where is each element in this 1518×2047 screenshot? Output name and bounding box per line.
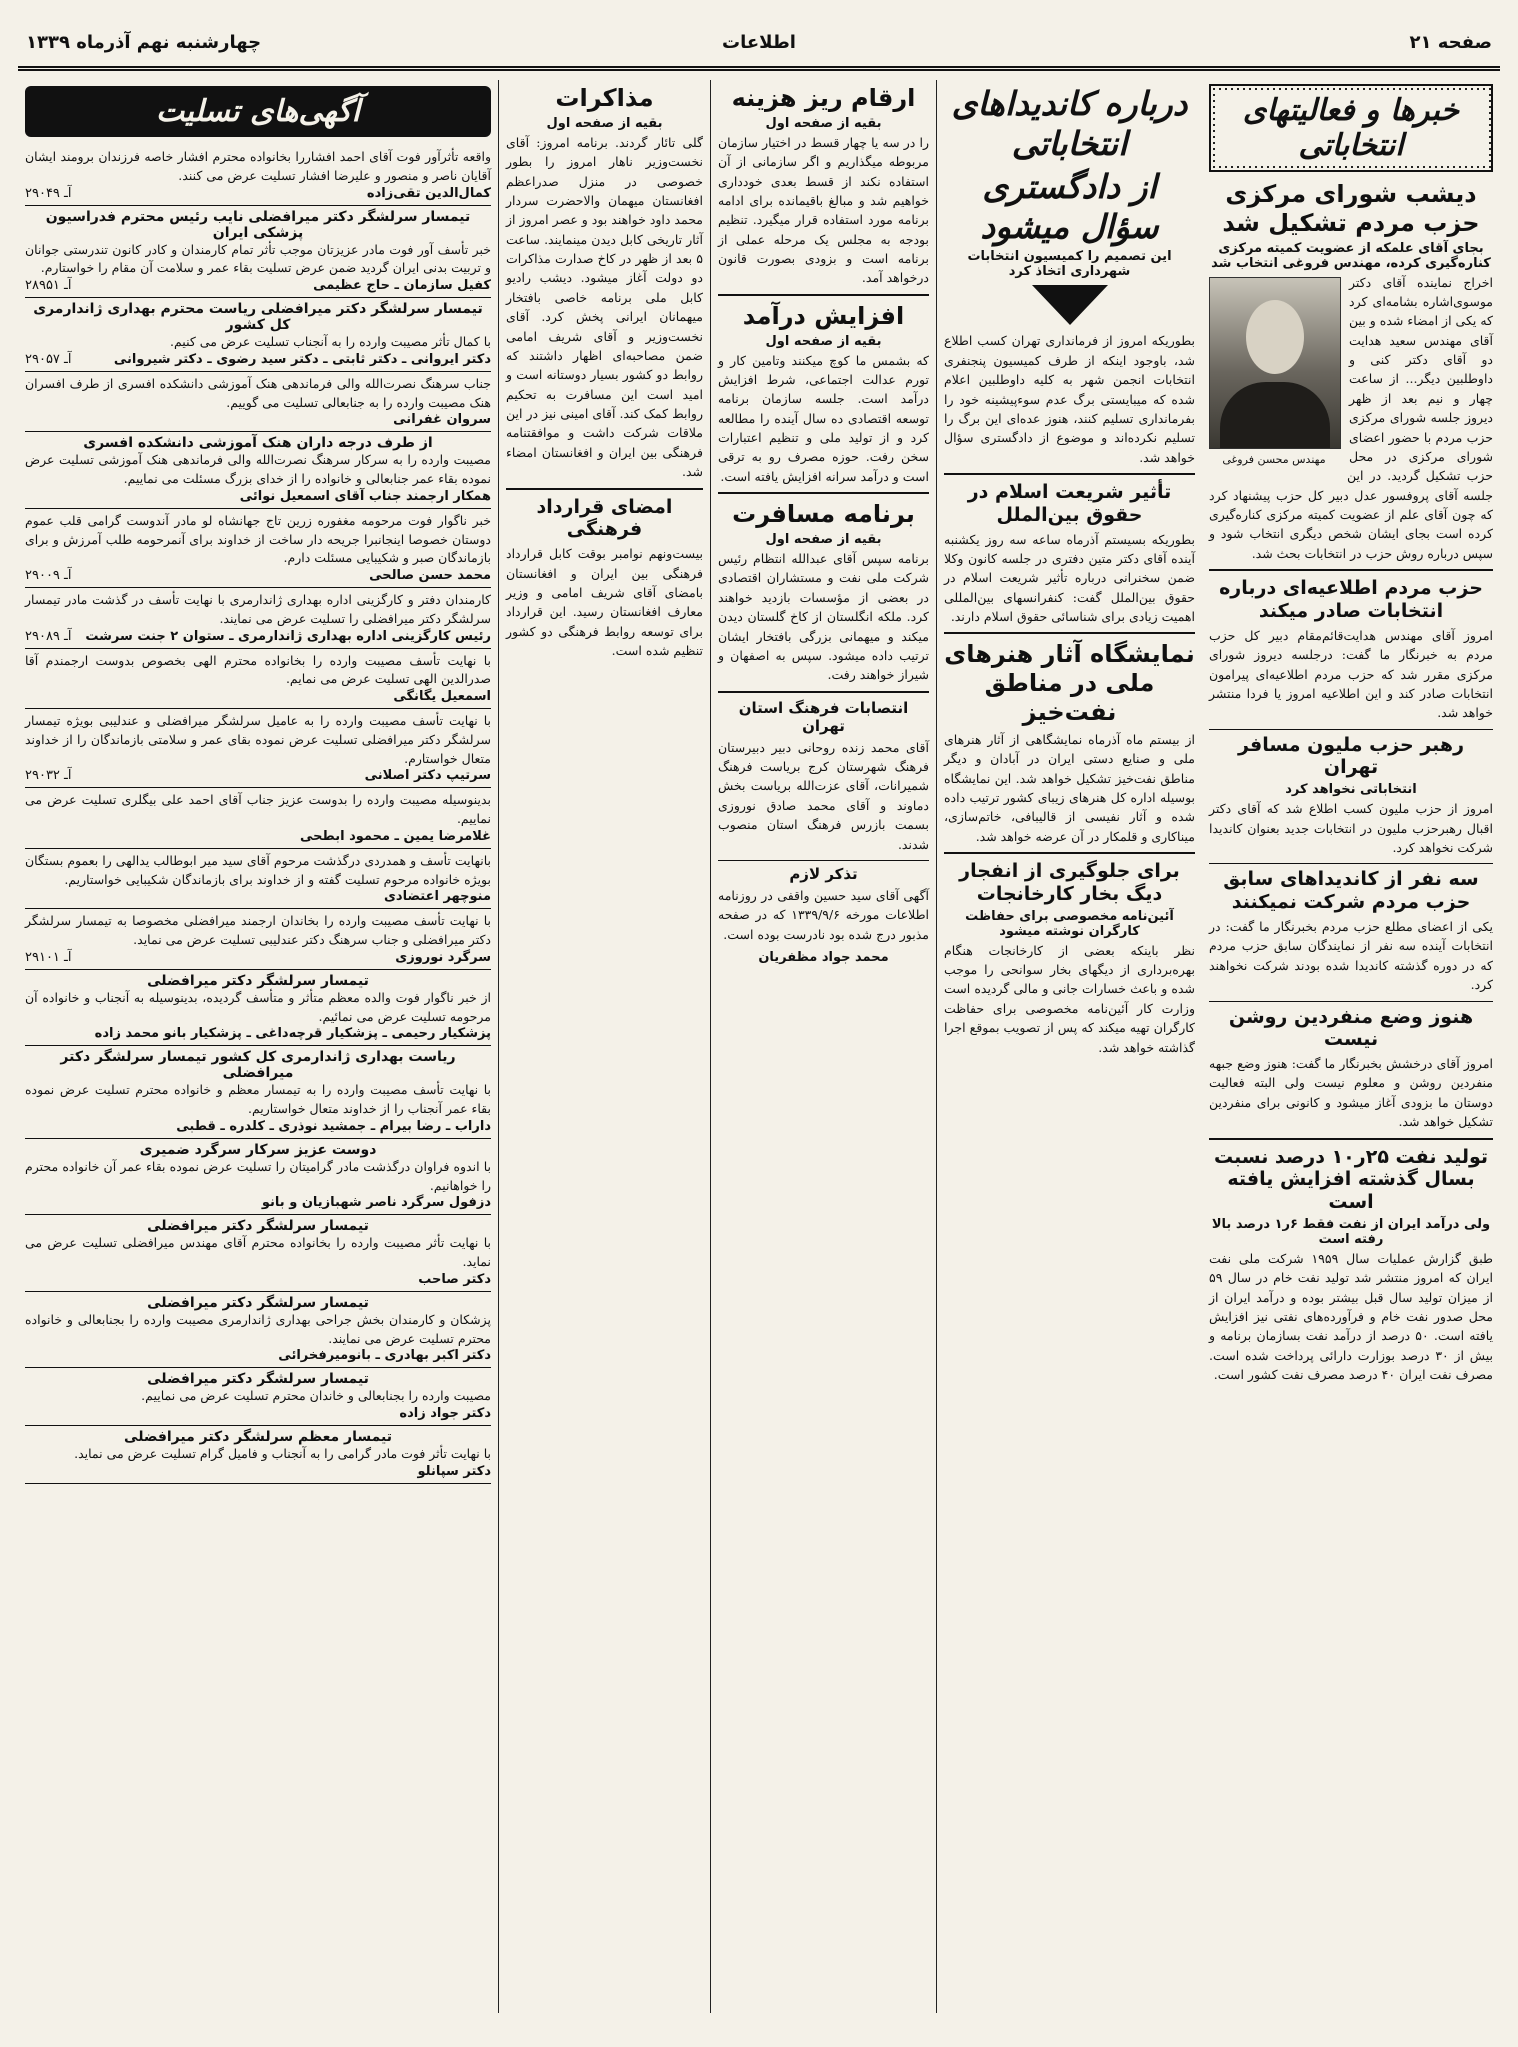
portrait-photo <box>1209 277 1341 449</box>
newspaper-name: اطلاعات <box>722 32 796 53</box>
notice-ad-code: آـ ۲۹۰۸۹ <box>25 628 72 644</box>
condolence-notice <box>25 206 491 299</box>
story-cultural-agreement-body: بیست‌ونهم نوامبر بوقت کابل قرارداد فرهنگی بین ایران و افغانستان بامضای آقای شریف امامی و وزیر معارف افغانستان رسید. این قرارداد برای توسعه روابط فرهنگی دو کشور تنظیم شده است. <box>506 546 703 659</box>
notice-signature-row <box>25 412 491 427</box>
headline-budget-details: ارقام ریز هزینه <box>731 84 916 112</box>
continued-budget: بقیه از صفحه اول <box>765 115 882 131</box>
condolence-notice <box>25 509 491 588</box>
notice-signature: سرتیپ دکتر اصلانی <box>364 768 491 784</box>
notice-title: تیمسار سرلشگر دکتر میرافضلی نایب رئیس محترم فدراسیون پزشکی ایران <box>45 208 471 241</box>
headline-candidates-line2: از دادگستری سؤال میشود <box>980 167 1159 246</box>
notice-title: تیمسار سرلشگر دکتر میرافضلی ریاست محترم بهداری ژاندارمری کل کشور <box>33 301 483 333</box>
notice-title: از طرف درجه داران هنک آموزشی دانشکده افسری <box>83 435 433 452</box>
notice-signature-row <box>25 1119 491 1134</box>
notice-body: با کمال تأثر مصیبت وارده را به آنجناب تسلیت عرض می کنیم. <box>170 334 491 349</box>
notice-body: با نهایت تأسف مصیبت وارده را به تیمسار معظم و خانواده محترم تسلیت عرض نموده بقاء عمر آنجناب را از خداوند متعال خواستاریم. <box>25 1082 491 1116</box>
headline-candidates: درباره کاندیداهای انتخاباتی <box>951 84 1188 163</box>
story-mardom-council-body: اخراج نماینده آقای دکتر موسوی‌اشاره بشامه‌ای کرد که یکی از امضاء شده و بین آقای مهندس سعید هدایت دو آقای دکتر کنی و داوطلبین دیگر... از ساعت چهار و نیم بعد از ظهر دیروز جلسه شورای مرکزی حزب مردم با حضور اعضای شورای مرکزی در محل حزب تشکیل گردید. در این جلسه آقای پروفسور عدل دبیر کل حزب پیشنهاد کرد که چون آقای علم از عضویت کمیته مرکزی کناره‌گیری کرده است بجای ایشان شخص دیگری انتخاب شود و سپس درباره روش حزب در انتخابات بحث شد. <box>1209 274 1493 561</box>
condolence-notice <box>25 1292 491 1369</box>
headline-national-arts: نمایشگاه آثار هنرهای ملی در مناطق نفت‌خیز <box>944 640 1195 727</box>
story-melliyun-leader-body: امروز از حزب ملیون کسب اطلاع شد که آقای دکتر اقبال رهبرحزب ملیون در انتخابات جدید بعنوان کاندیدا شرکت نخواهد کرد. <box>1209 801 1493 856</box>
notice-signature-row <box>25 1406 491 1421</box>
notice-ad-code: آـ ۲۹۱۰۱ <box>25 949 72 965</box>
notice-signature: دکتر سپانلو <box>417 1463 491 1479</box>
notice-ad-code: آـ ۲۹۰۴۹ <box>25 185 72 201</box>
condolence-notice <box>25 849 491 910</box>
headline-notice: تذکر لازم <box>789 864 858 883</box>
headline-negotiations: مذاکرات <box>555 84 654 112</box>
notice-signature-row <box>25 829 491 844</box>
notice-ad-code: آـ ۲۹۰۵۷ <box>25 351 72 367</box>
notice-body: مصیبت وارده را بجنابعالی و خاندان محترم تسلیت عرض می نماییم. <box>141 1388 491 1404</box>
notice-signature-row <box>25 768 491 783</box>
notice-ad-code: آـ ۲۹۰۳۲ <box>25 768 72 784</box>
notice-title: تیمسار سرلشگر دکتر میرافضلی <box>147 972 369 989</box>
condolence-notice <box>25 588 491 649</box>
notice-signature: دزفول سرگرد ناصر شهبازیان و بانو <box>261 1195 491 1211</box>
notice-signature-row <box>25 950 491 965</box>
notice-signature-row <box>25 889 491 904</box>
notice-signature: دکتر صاحب <box>418 1271 491 1287</box>
notice-body: با نهایت تأسف مصیبت وارده را بخاندان ارجمند میرافضلی مخصوصا به تیمسار سرلشگر دکتر میرافضلی و جناب سرهنگ دکتر عندلیبی تسلیت عرض می نماید. <box>25 913 491 947</box>
notice-signature-row <box>25 1464 491 1479</box>
election-news-banner-title: خبرها و فعالیتهای انتخاباتی <box>1215 90 1487 166</box>
notice-body: کارمندان دفتر و کارگزینی اداره بهداری ژاندارمری با نهایت تأسف در گذشت مادر تیمسار سرلشگر دکتر میرافضلی را تسلیت عرض می نمایند. <box>25 592 491 626</box>
notice-body: واقعه تأثرآور فوت آقای احمد افشاررا بخانواده محترم افشار خاصه فرزندان برومند ایشان آقایان ناصر و منصور و علیرضا افشار تسلیت عرض می کنند. <box>25 149 491 183</box>
notice-title: تیمسار سرلشگر دکتر میرافضلی <box>147 1294 369 1311</box>
portrait-caption: مهندس محسن فروغی <box>1222 452 1326 466</box>
headline-three-candidates: سه نفر از کاندیداهای سابق حزب مردم شرکت نمیکنند <box>1223 868 1479 914</box>
condolence-notice <box>25 709 491 788</box>
notice-signature: داراب ـ رضا بیرام ـ جمشید نوذری ـ کلدره ـ قطبی <box>176 1118 491 1134</box>
headline-mardom-council: دیشب شورای مرکزی حزب مردم تشکیل شد <box>1222 180 1480 237</box>
election-news-column <box>1202 80 1500 2013</box>
notice-signature-row <box>25 1026 491 1041</box>
continued-travel: بقیه از صفحه اول <box>765 532 882 548</box>
condolence-notice <box>25 1426 491 1484</box>
notice-body: با نهایت تأثر فوت مادر گرامی را به آنجناب و فامیل گرام تسلیت عرض می نماید. <box>74 1446 491 1461</box>
headline-education-appointments: انتصابات فرهنگ استان تهران <box>738 698 909 735</box>
story-boiler-safety-body: نظر باینکه بعضی از کارخانجات هنگام بهره‌برداری از دیگهای بخار سوانحی را موجب شده و باعث خسارات جانی و مالی گردیده است وزارت کار آئین‌نامه مخصوصی برای حفاظت کارگران تهیه میکند که پس از تصویب بموقع اجرا گذاشته خواهد شد. <box>944 942 1195 1055</box>
masthead <box>18 26 1500 71</box>
story-national-arts-body: از بیستم ماه آذرماه نمایشگاهی از آثار هنرهای ملی و صنایع دستی ایران در آبادان و دیگر مناطق نفت‌خیز تشکیل خواهد شد. این نمایشگاه بوسیله اداره کل هنرهای زیبای کشور ترتیب داده شده و آثار نفیسی از قالیبافی، خاتم‌سازی، میناکاری و قلمکار در آن عرضه خواهد شد. <box>944 731 1195 844</box>
notice-signature: محمد حسن صالحی <box>369 568 491 583</box>
notice-body: خبر تأسف آور فوت مادر عزیزتان موجب تأثر تمام کارمندان و کادر کانون تندرستی جوانان و تربیت بدنی ایران گردید ضمن عرض تسلیت بقاء عمر و سلامت آن مقام را خواستارم. <box>25 241 491 276</box>
story-islamic-law-body: بطوریکه بسیستم آذرماه ساعه سه روز یکشنبه آینده آقای دکتر متین دفتری در جلسه کانون وکلا ضمن سخنرانی درباره تأثیر شریعت اسلام در حقوق بین‌الملل گفت: کنفرانسهای بین‌المللی اهمیت زیادی برای شناسائی حقوق اسلام دارند. <box>944 531 1195 625</box>
condolence-banner: آگهی‌های تسلیت <box>25 86 491 137</box>
notice-body: جناب سرهنگ نصرت‌الله والی فرماندهی هنک آموزشی دانشکده افسری از طرف افسران هنک مصیبت وارده را به جنابعالی تسلیت می گوییم. <box>25 375 491 410</box>
notice-signature-row <box>25 568 491 583</box>
notice-signature-row <box>25 278 491 293</box>
headline-melliyun-leader: رهبر حزب ملیون مسافر تهران <box>1237 733 1465 779</box>
notice-signature: رئیس کارگزینی اداره بهداری ژاندارمری ـ ستوان ۲ جنت سرشت <box>85 628 491 644</box>
headline-islamic-law: تأثیر شریعت اسلام در حقوق بین‌الملل <box>967 481 1172 526</box>
condolence-column <box>18 80 498 2013</box>
negotiations-column <box>498 80 710 2013</box>
headline-oil-production: تولید نفت ۲۵ر۱۰ درصد نسبت بسال گذشته افزایش یافته است <box>1213 1145 1489 1214</box>
subhead-boiler-safety: آئین‌نامه مخصوصی برای حفاظت کارگران نوشته میشود <box>965 908 1174 939</box>
notice-ad-code: آـ ۲۹۰۰۹ <box>25 568 72 583</box>
notice-signature: پزشکیار رحیمی ـ پزشکیار قرچه‌داغی ـ پزشکیار بانو محمد زاده <box>94 1026 491 1042</box>
notice-title: تیمسار سرلشگر دکتر میرافضلی <box>147 1371 369 1388</box>
subhead-candidates: این تصمیم را کمیسیون انتخابات شهرداری اتخاذ کرد <box>967 249 1172 280</box>
condolence-notice <box>25 1046 491 1139</box>
continued-negotiations: بقیه از صفحه اول <box>546 115 663 131</box>
story-budget-body: را در سه یا چهار قسط در اختیار سازمان مربوطه میگذاریم و اگر سازمانی از آن استفاده نکند از قسط بعدی خودداری خواهیم شد و مبالغ باقیمانده برای ادامه برنامه مورد استفاده قرار میگیرد. تنظیم بودجه به مجلس یک مرحله عملی از برنامه است و بزودی بصورت قانون درخواهد آمد. <box>718 134 929 286</box>
notice-signature: کفیل سازمان ـ حاج عظیمی <box>313 278 491 293</box>
story-candidates-body: بطوریکه امروز از فرمانداری تهران کسب اطلاع شد، باوجود اینکه از طرف کمیسیون پنجنفری انتخابات انجمن شهر به کلیه داوطلبین اعلام شده که میبایستی برگ عدم سوءپیشینه خود را بفرمانداری تسلیم کنند، هنوز عده‌ای این برگ را تسلیم نکرده‌اند و موضوع از دادگستری سؤال خواهد شد. <box>944 333 1195 465</box>
notice-signature: غلامرضا یمین ـ محمود ابطحی <box>300 828 491 844</box>
subhead-mardom-council: بجای آقای علمکه از عضویت کمیته مرکزی کناره‌گیری کرده، مهندس فروغی انتخاب شد <box>1211 240 1491 271</box>
condolence-notice <box>25 1139 491 1216</box>
story-negotiations-body: گلی تائار گردند. برنامه امروز: آقای نخست‌وزیر ناهار امروز را بطور خصوصی در منزل صدراعظم افغانستان میهمان والاحضرت سردار محمد داود خواهند بود و عصر امروز از آثار تاریخی کابل دیدن مینمایند. ساعت ۵ بعد از ظهر در کاخ صدارت مذاکرات دو دولت آغاز میشود. دیشب رادیو کابل ملی برنامه خاصی بافتخار میهمانان ایرانی پخش کرد. آقای نخست‌وزیر و آقای شریف امامی ضمن مصاحبه‌ای اظهار داشتند که روابط دو کشور بسیار دوستانه است و امید است این مسافرت به تحکیم روابط کمک کند. آقای امینی نیز در این ملاقات شرکت داشت و موافقتنامه فرهنگی بین ایران و افغانستان امضاء شد. <box>506 134 703 480</box>
notice-signature: منوچهر اعتضادی <box>384 889 491 905</box>
notice-body: با نهایت تأثر مصیبت وارده را بخانواده محترم آقای مهندس میرافضلی تسلیت عرض می نماید. <box>25 1235 491 1269</box>
notice-body: با اندوه فراوان درگذشت مادر گرامیتان را تسلیت عرض نموده بقاء عمر آن خانواده محترم را خواهانیم. <box>25 1158 491 1193</box>
headline-cultural-agreement: امضای قرارداد فرهنگی <box>536 495 673 541</box>
notice-title: دوست عزیز سرکار سرگرد ضمیری <box>139 1141 377 1158</box>
notice-body: با نهایت تأسف مصیبت وارده را بخانواده محترم الهی بخصوص بدوست ارجمندم آقا صدرالدین الهی تسلیت عرض می نمایم. <box>25 652 491 687</box>
notice-body: پزشکان و کارمندان بخش جراحی بهداری ژاندارمری مصیبت وارده را بجنابعالی و خانواده محترم تسلیت عرض می نمایند. <box>25 1311 491 1346</box>
condolence-notice <box>25 145 491 206</box>
notice-title: ریاست بهداری ژاندارمری کل کشور تیمسار سرلشگر دکتر میرافضلی <box>60 1049 456 1082</box>
headline-travel-program: برنامه مسافرت <box>732 500 915 529</box>
notice-body: خبر ناگوار فوت مرحومه مغفوره زرین تاج جهانشاه لو مادر آندوست گرامی قلب عموم دوستان خصوصا اینجانبرا جریحه دار ساخت از خداوند برای آنمرحومه طلب آمرزش و برای بازماندگان صبر و شکیبایی مسئلت دارم. <box>25 512 491 566</box>
notice-body: بانهایت تأسف و همدردی درگذشت مرحوم آقای سید میر ابوطالب یدالهی را بعموم بستگان بویژه خانواده مرحوم تسلیت گفته و از خداوند برای بازماندگان شکیبایی خواستاریم. <box>25 852 491 887</box>
condolence-notice <box>25 432 491 509</box>
story-mardom-statement-body: امروز آقای مهندس هدایت‌قائم‌مقام دبیر کل حزب مردم به خبرنگار ما گفت: درجلسه دیروز شورای مرکزی مقرر شد که حزب مردم اطلاعیه‌ای پیرامون انتخابات صادر کند و این اطلاعیه امروز یا فردا منتشر خواهد شد. <box>1209 627 1493 721</box>
candidates-column <box>936 80 1202 2013</box>
notice-signature: کمال‌الدین تقی‌زاده <box>366 185 491 201</box>
notice-body: با نهایت تأسف مصیبت وارده را به عامیل سرلشگر میرافضلی و عندلیبی بویژه تیمسار سرلشگر دکتر میرافضلی تسلیت عرض نموده بقای عمر و سلامتی بازماندگان را از خداوند متعال خواستارم. <box>25 713 491 766</box>
condolence-notice <box>25 298 491 372</box>
notice-title: تیمسار معظم سرلشگر دکتر میرافضلی <box>124 1429 392 1445</box>
issue-date: چهارشنبه نهم آذرماه ۱۳۳۹ <box>26 32 262 53</box>
story-travel-body: برنامه سپس آقای عبدالله انتظام رئیس شرکت ملی نفت و مستشاران اقتصادی در بعضی از مؤسسات بازدید خواهند کرد. ملکه انگلستان از کاخ گلستان دیدن میکند و میهمانی بزرگی بافتخار ایشان ترتیب داده میشود. سپس به اصفهان و شیراز خواهند رفت. <box>718 551 929 683</box>
notice-signature: اسمعیل یگانگی <box>393 689 491 704</box>
notice-body: بدینوسیله مصیبت وارده را بدوست عزیز جناب آقای احمد علی بیگلری تسلیت عرض می نماییم. <box>25 792 491 826</box>
notice-signature-row <box>25 689 491 704</box>
notice-signature-row <box>25 489 491 504</box>
condolence-notice <box>25 1368 491 1426</box>
subhead-melliyun-leader: انتخاباتی نخواهد کرد <box>1285 782 1417 798</box>
notice-signature: دکتر اکبر بهادری ـ بانومیرفخرائی <box>278 1348 491 1364</box>
condolence-notice <box>25 372 491 433</box>
notice-title: تیمسار سرلشگر دکتر میرافضلی <box>147 1218 369 1235</box>
notice-signature-row <box>25 1348 491 1363</box>
budget-column <box>710 80 936 2013</box>
subhead-oil-production: ولی درآمد ایران از نفت فقط ۶ر۱ درصد بالا رفته است <box>1211 1216 1491 1247</box>
notice-signature: محمد جواد مظفریان <box>758 950 889 966</box>
condolence-notice <box>25 970 491 1047</box>
page-number: صفحه ۲۱ <box>1409 32 1492 53</box>
condolence-notice <box>25 649 491 710</box>
notice-signature-row <box>25 1272 491 1287</box>
notice-signature: دکتر ایروانی ـ دکتر ثابتی ـ دکتر سید رضوی ـ دکتر شیروانی <box>113 351 491 367</box>
notice-signature: سرگرد نوروزی <box>395 949 491 965</box>
story-income-body: که بشمس ما کوچ میکنند وتامین کار و تورم عدالت اجتماعی، شرط افزایش درآمد است. جلسه سازمان برنامه توسعه اقتصادی ده سال آینده را مطالعه کرد و از تولید ملی و تنظیم اعتبارات سخن رفت. حوزه مصرف رو به ترقی است و درآمد سرانه افزایش یافته است. <box>718 352 929 484</box>
notice-body: از خبر ناگوار فوت والده معظم متأثر و متأسف گردیده، بدینوسیله به آنجناب و خانواده آن مرحومه تسلیت عرض می نمائیم. <box>25 989 491 1024</box>
headline-income-increase: افزایش درآمد <box>742 301 905 330</box>
continued-income: بقیه از صفحه اول <box>765 333 882 349</box>
condolence-notice <box>25 909 491 970</box>
decorative-triangle <box>1032 285 1108 325</box>
condolence-notice <box>25 788 491 849</box>
headline-mardom-statement: حزب مردم اطلاعیه‌ای درباره انتخابات صادر میکند <box>1219 577 1483 623</box>
notice-body: مصیبت وارده را به سرکار سرهنگ نصرت‌الله والی فرماندهی هنک آموزشی تسلیت عرض نموده بقاء عمر جنابعالی و خانواده را از خدای بزرگ مسئلت می نماییم. <box>25 452 491 486</box>
story-independents-body: امروز آقای درخشش بخبرنگار ما گفت: هنوز وضع جبهه منفردین روشن و معلوم نیست ولی البته فعالیت دوستان ما بزودی آغاز میشود و کانونی برای منفردین تشکیل خواهد شد. <box>1209 1056 1493 1130</box>
condolence-list <box>25 145 491 1484</box>
election-news-banner <box>1209 84 1493 172</box>
notice-signature-row <box>25 352 491 367</box>
notice-signature-row <box>25 629 491 644</box>
notice-signature-row <box>25 186 491 201</box>
story-education-body: آقای محمد زنده روحانی دبیر دبیرستان فرهنگ شهرستان کرج بریاست فرهنگ شمیرانات، آقای عزت‌الله بریاست بخش دماوند و آقای محمد صادق نوروزی بسمت بازرس فرهنگ استان منصوب شدند. <box>718 739 929 852</box>
headline-independents: هنوز وضع منفردین روشن نیست <box>1228 1005 1474 1051</box>
notice-signature: همکار ارجمند جناب آقای اسمعیل نوائی <box>239 488 491 504</box>
notice-ad-code: آـ ۲۸۹۵۱ <box>25 278 72 293</box>
story-oil-production-body: طبق گزارش عملیات سال ۱۹۵۹ شرکت ملی نفت ایران که امروز منتشر شد تولید نفت خام در سال ۵۹ از میزان تولید سال قبل بیشتر بوده و درآمد ایران از محل صدور نفت خام و فرآورده‌های نفتی نیز افزایش یافته است. ۵۰ درصد از درآمد نفت بسازمان برنامه و بیش از ۳۰ درصد بوزارت دارائی پرداخت شده است. مصرف نفت ایران ۴۰ درصد مصرف نفت کشور است. <box>1209 1250 1493 1383</box>
story-three-candidates-body: یکی از اعضای مطلع حزب مردم بخبرنگار ما گفت: در انتخابات آینده سه نفر از نمایندگان سابق حزب مردم که در دوره گذشته کاندیدا شده بودند شرکت نخواهند کرد. <box>1209 919 1493 993</box>
condolence-notice <box>25 1215 491 1292</box>
notice-signature-row <box>25 1195 491 1210</box>
notice-body: آگهی آقای سید حسین واقفی در روزنامه اطلاعات مورخه ۱۳۳۹/۹/۶ که در صفحه مذبور درج شده بود نادرست بوده است. <box>718 887 929 942</box>
headline-boiler-safety: برای جلوگیری از انفجار دیگ بخار کارخانجات <box>959 860 1180 905</box>
notice-signature: دکتر جواد زاده <box>399 1406 491 1421</box>
notice-signature: سروان غفرانی <box>393 412 491 428</box>
